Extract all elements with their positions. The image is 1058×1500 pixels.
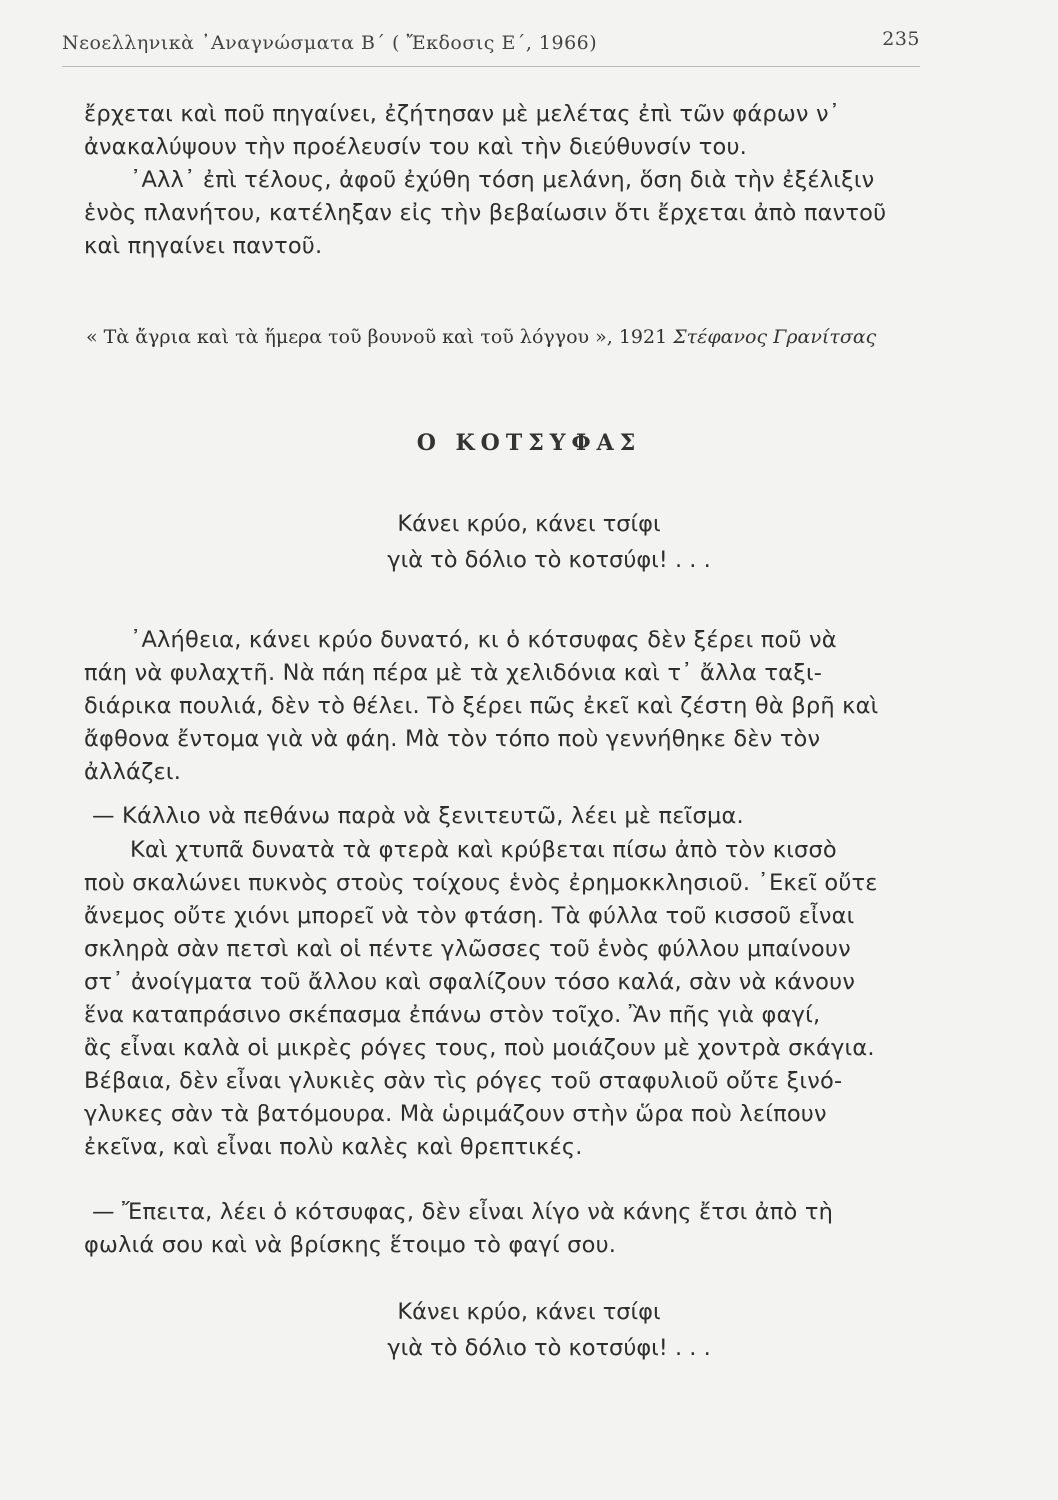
text-line: Καὶ χτυπᾶ δυνατὰ τὰ φτερὰ καὶ κρύβεται πίσω ἀπὸ τὸν κισσὸ <box>130 837 837 863</box>
text-line: ποὺ σκαλώνει πυκνὸς στοὺς τοίχους ἑνὸς ἐρημοκκλησιοῦ. ᾿Εκεῖ οὔτε <box>84 870 878 896</box>
text-line: ἕνα καταπράσινο σκέπασμα ἐπάνω στὸν τοῖχο. Ἂν πῆς γιὰ φαγί, <box>84 1002 821 1028</box>
header-rule <box>62 66 920 67</box>
text-line: πάη νὰ φυλαχτῆ. Νὰ πάη πέρα μὲ τὰ χελιδόνια καὶ τ᾿ ἄλλα ταξι- <box>84 660 823 686</box>
text-line: ἂς εἶναι καλὰ οἱ μικρὲς ρόγες τους, ποὺ μοιάζουν μὲ χοντρὰ σκάγια. <box>84 1035 875 1061</box>
dialogue-1 <box>84 800 924 833</box>
intro-paragraph-2 <box>84 164 924 263</box>
refrain-line: γιὰ τὸ δόλιο τὸ κοτσύφι! . . . <box>387 1335 711 1361</box>
page-number: 235 <box>882 28 920 50</box>
text-line: φωλιά σου καὶ νὰ βρίσκης ἕτοιμο τὸ φαγί σου. <box>84 1232 617 1258</box>
refrain-line: γιὰ τὸ δόλιο τὸ κοτσύφι! . . . <box>387 547 711 573</box>
text-line: ἀνακαλύψουν τὴν προέλευσίν του καὶ τὴν διεύθυνσίν του. <box>84 134 748 160</box>
text-line: καὶ πηγαίνει παντοῦ. <box>84 233 323 259</box>
citation-author: Στέφανος Γρανίτσας <box>673 326 877 348</box>
refrain-line: Κάνει κρύο, κάνει τσίφι <box>397 511 661 537</box>
running-title: Νεοελληνικὰ ᾿Αναγνώσματα Β΄ ( Ἔκδοσις Ε΄, 1966) <box>62 32 598 54</box>
refrain-line: Κάνει κρύο, κάνει τσίφι <box>397 1299 661 1325</box>
refrain-bottom <box>0 1294 1058 1366</box>
citation-title: « Τὰ ἄγρια καὶ τὰ ἥμερα τοῦ βουνοῦ καὶ τοῦ λόγγου », 1921 <box>86 326 668 348</box>
text-line: διάρικα πουλιά, δὲν τὸ θέλει. Τὸ ξέρει πῶς ἐκεῖ καὶ ζέστη θὰ βρῆ καὶ <box>84 693 879 719</box>
text-line: ἑνὸς πλανήτου, κατέληξαν εἰς τὴν βεβαίωσιν ὅτι ἔρχεται ἀπὸ παντοῦ <box>84 200 887 226</box>
text-line: — Κάλλιο νὰ πεθάνω παρὰ νὰ ξενιτευτῶ, λέει μὲ πεῖσμα. <box>92 803 744 829</box>
text-line: στ᾿ ἀνοίγματα τοῦ ἄλλου καὶ σφαλίζουν τόσο καλά, σὰν νὰ κάνουν <box>84 969 856 995</box>
story-paragraph-1 <box>84 624 924 789</box>
text-line: σκληρὰ σὰν πετσὶ καὶ οἱ πέντε γλῶσσες τοῦ ἑνὸς φύλλου μπαίνουν <box>84 936 851 962</box>
intro-paragraph <box>84 98 924 164</box>
refrain-top <box>0 506 1058 578</box>
story-title: Ο ΚΟΤΣΥΦΑΣ <box>416 430 642 456</box>
text-line: ᾿Αλήθεια, κάνει κρύο δυνατό, κι ὁ κότσυφας δὲν ξέρει ποῦ νὰ <box>130 627 837 653</box>
text-line: γλυκες σὰν τὰ βατόμουρα. Μὰ ὡριμάζουν στὴν ὥρα ποὺ λείπουν <box>84 1101 827 1127</box>
text-line: Βέβαια, δὲν εἶναι γλυκιὲς σὰν τὶς ρόγες τοῦ σταφυλιοῦ οὔτε ξινό- <box>84 1068 843 1094</box>
running-head <box>62 28 920 54</box>
text-line: — Ἔπειτα, λέει ὁ κότσυφας, δὲν εἶναι λίγο νὰ κάνης ἔτσι ἀπὸ τὴ <box>92 1199 834 1225</box>
text-line: ἐκεῖνα, καὶ εἶναι πολὺ καλὲς καὶ θρεπτικές. <box>84 1134 583 1160</box>
text-line: ἔρχεται καὶ ποῦ πηγαίνει, ἐζήτησαν μὲ μελέτας ἐπὶ τῶν φάρων ν᾿ <box>84 101 841 127</box>
text-line: ἀλλάζει. <box>84 759 182 785</box>
text-line: ἄφθονα ἔντομα γιὰ νὰ φάη. Μὰ τὸν τόπο ποὺ γεννήθηκε δὲν τὸν <box>84 726 821 752</box>
dialogue-2 <box>84 1196 924 1262</box>
text-line: ᾿Αλλ᾿ ἐπὶ τέλους, ἀφοῦ ἐχύθη τόση μελάνη, ὅση διὰ τὴν ἐξέλιξιν <box>130 167 875 193</box>
source-citation <box>86 326 926 348</box>
story-paragraph-2 <box>84 834 924 1164</box>
text-line: ἄνεμος οὔτε χιόνι μπορεῖ νὰ τὸν φτάση. Τὰ φύλλα τοῦ κισσοῦ εἶναι <box>84 903 855 929</box>
